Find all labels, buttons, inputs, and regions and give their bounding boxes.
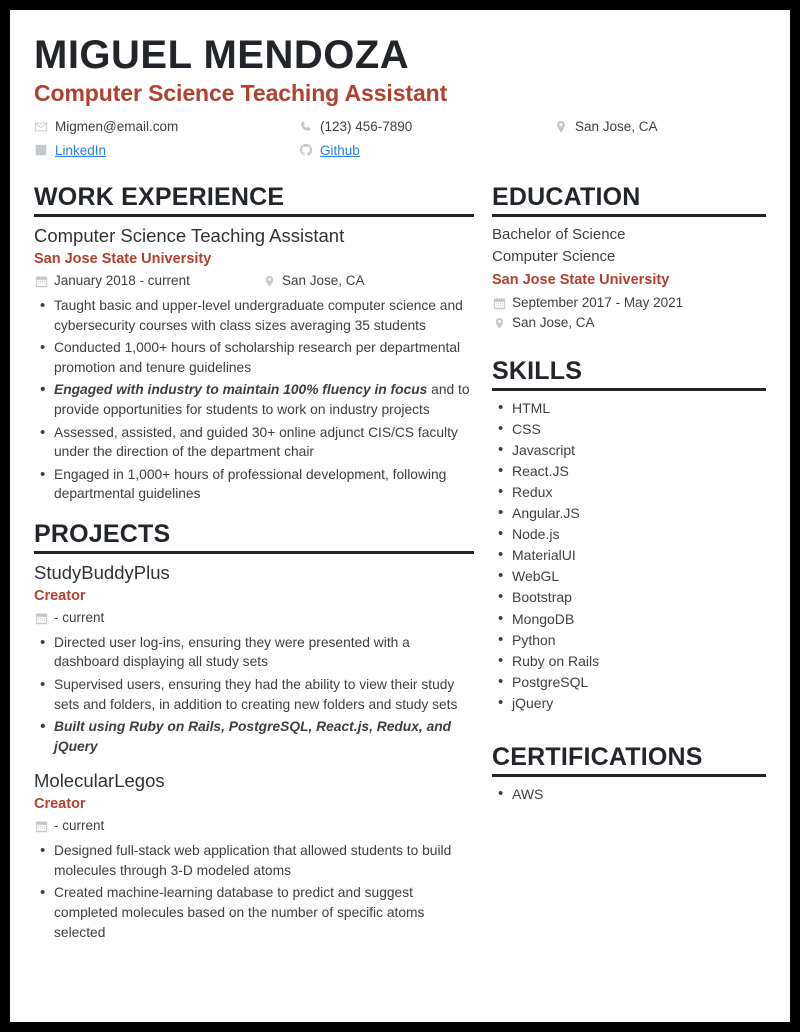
project-entry-meta	[34, 609, 474, 628]
work-entry-title: Computer Science Teaching Assistant	[34, 225, 345, 247]
calendar-icon	[34, 820, 48, 834]
left-column	[34, 183, 492, 958]
section-divider	[492, 214, 766, 217]
calendar-icon	[34, 611, 48, 625]
bullet-item	[34, 465, 474, 504]
work-entry-date-text: January 2018 - current	[54, 273, 190, 289]
bullet-text: Conducted 1,000+ hours of scholarship research per departmental promotion and tenure guidelines	[54, 340, 461, 375]
skill-item: • Bootstrap	[492, 587, 766, 607]
projects-heading: PROJECTS	[34, 519, 171, 548]
work-entry	[34, 224, 474, 504]
education-location-text: San Jose, CA	[512, 315, 595, 331]
bullet-text: Directed user log-ins, ensuring they were presented with a dashboard displaying all study sets	[54, 634, 410, 670]
education-date-text: September 2017 - May 2021	[512, 294, 684, 310]
skill-item: • WebGL	[492, 566, 766, 586]
bullet-item-emphasized	[34, 717, 474, 756]
project-entry-bullets	[34, 841, 474, 942]
bullet-text-emphasis: Engaged with industry to maintain 100% fluency in focus	[54, 382, 428, 398]
section-work-experience	[34, 183, 474, 504]
section-skills	[492, 357, 766, 712]
work-entry-location-text: San Jose, CA	[282, 273, 365, 289]
section-divider	[492, 774, 766, 777]
project-entry-bullets	[34, 633, 474, 756]
certification-item: • AWS	[492, 784, 766, 804]
resume-page	[10, 10, 790, 1022]
education-location	[492, 314, 766, 333]
skill-item: • MongoDB	[492, 609, 766, 629]
bullet-item	[34, 296, 474, 335]
skill-item: • Node.js	[492, 524, 766, 544]
bullet-text: Taught basic and upper-level undergraduate computer science and cybersecurity courses with class sizes averaging 35 students	[54, 298, 463, 333]
project-entry-date	[34, 609, 262, 628]
project-entry	[34, 561, 474, 756]
bullet-item	[34, 338, 474, 377]
skill-item: • PostgreSQL	[492, 672, 766, 692]
section-projects	[34, 520, 474, 942]
contact-github-link[interactable]: Github	[320, 142, 360, 158]
bullet-item	[34, 423, 474, 462]
skill-item: • CSS	[492, 419, 766, 439]
skill-item: • Python	[492, 630, 766, 650]
skill-item: • MaterialUI	[492, 545, 766, 565]
education-date	[492, 294, 766, 313]
location-pin-icon	[262, 275, 276, 289]
skills-heading: SKILLS	[492, 357, 583, 386]
skill-item: • Ruby on Rails	[492, 651, 766, 671]
work-entry-organization: San Jose State University	[34, 251, 212, 268]
contact-email-text: Migmen@email.com	[55, 119, 179, 135]
candidate-job-title: Computer Science Teaching Assistant	[34, 80, 448, 107]
skill-item: • Redux	[492, 482, 766, 502]
contact-linkedin[interactable]	[34, 142, 299, 160]
bullet-text: Assessed, assisted, and guided 30+ online adjunct CIS/CS faculty under the direction of the department chair	[54, 424, 458, 460]
bullet-item	[34, 633, 474, 672]
contact-info	[34, 118, 766, 159]
work-entry-meta	[34, 272, 474, 291]
section-education	[492, 183, 766, 333]
bullet-text: Designed full-stack web application that allowed students to build molecules through 3-D modeled atoms	[54, 843, 452, 878]
project-entry-title: MolecularLegos	[34, 770, 165, 792]
project-entry-date-text: - current	[54, 609, 105, 625]
bullet-text: Supervised users, ensuring they had the ability to view their study sets and folders, in addition to creating new folders and study sets	[54, 677, 458, 712]
phone-icon	[299, 120, 313, 134]
education-field: Computer Science	[492, 248, 616, 266]
calendar-icon	[492, 296, 506, 310]
right-column	[492, 183, 766, 819]
section-divider	[492, 388, 766, 391]
bullet-text-emphasis: Built using Ruby on Rails, PostgreSQL, React.js, Redux, and jQuery	[54, 719, 452, 754]
project-entry-meta	[34, 817, 474, 836]
bullet-item	[34, 883, 474, 942]
work-experience-heading: WORK EXPERIENCE	[34, 183, 285, 212]
education-degree: Bachelor of Science	[492, 226, 626, 244]
section-divider	[34, 551, 474, 554]
contact-phone-text: (123) 456-7890	[320, 119, 413, 135]
work-entry-date	[34, 272, 262, 291]
bullet-text: and to provide opportunities for students to work on industry projects	[54, 382, 470, 418]
bullet-item-emphasized	[34, 380, 474, 419]
contact-github[interactable]	[299, 142, 554, 160]
education-heading: EDUCATION	[492, 183, 641, 212]
location-pin-icon	[554, 120, 568, 134]
skill-item: • React.JS	[492, 461, 766, 481]
project-entry-date	[34, 817, 262, 836]
candidate-name: MIGUEL MENDOZA	[34, 33, 410, 77]
resume-body	[34, 183, 766, 958]
contact-location-text: San Jose, CA	[575, 119, 658, 135]
certifications-heading: CERTIFICATIONS	[492, 742, 703, 771]
project-entry-role: Creator	[34, 587, 86, 604]
skill-item: • HTML	[492, 398, 766, 418]
calendar-icon	[34, 275, 48, 289]
bullet-text: Created machine-learning database to predict and suggest completed molecules based on the number of specific atoms selected	[54, 885, 425, 940]
certifications-list	[492, 784, 766, 804]
bullet-item	[34, 841, 474, 880]
envelope-icon	[34, 120, 48, 134]
contact-email	[34, 118, 299, 136]
project-entry-date-text: - current	[54, 818, 105, 834]
contact-location	[554, 118, 766, 136]
section-divider	[34, 214, 474, 217]
github-icon	[299, 143, 313, 157]
skill-item: • Angular.JS	[492, 503, 766, 523]
bullet-item	[34, 675, 474, 714]
education-school: San Jose State University	[492, 271, 670, 288]
bullet-text: Engaged in 1,000+ hours of professional development, following departmental guidelines	[54, 466, 447, 502]
work-entry-bullets	[34, 296, 474, 504]
location-pin-icon	[492, 317, 506, 331]
section-certifications	[492, 743, 766, 804]
project-entry	[34, 769, 474, 942]
linkedin-icon	[34, 143, 48, 157]
skill-item: • Javascript	[492, 440, 766, 460]
project-entry-title: StudyBuddyPlus	[34, 561, 170, 583]
skills-list	[492, 398, 766, 712]
project-entry-role: Creator	[34, 796, 86, 813]
contact-linkedin-link[interactable]: LinkedIn	[55, 142, 107, 158]
resume-header	[34, 34, 766, 161]
skill-item: • jQuery	[492, 693, 766, 713]
contact-phone	[299, 118, 554, 136]
work-entry-location	[262, 272, 365, 291]
